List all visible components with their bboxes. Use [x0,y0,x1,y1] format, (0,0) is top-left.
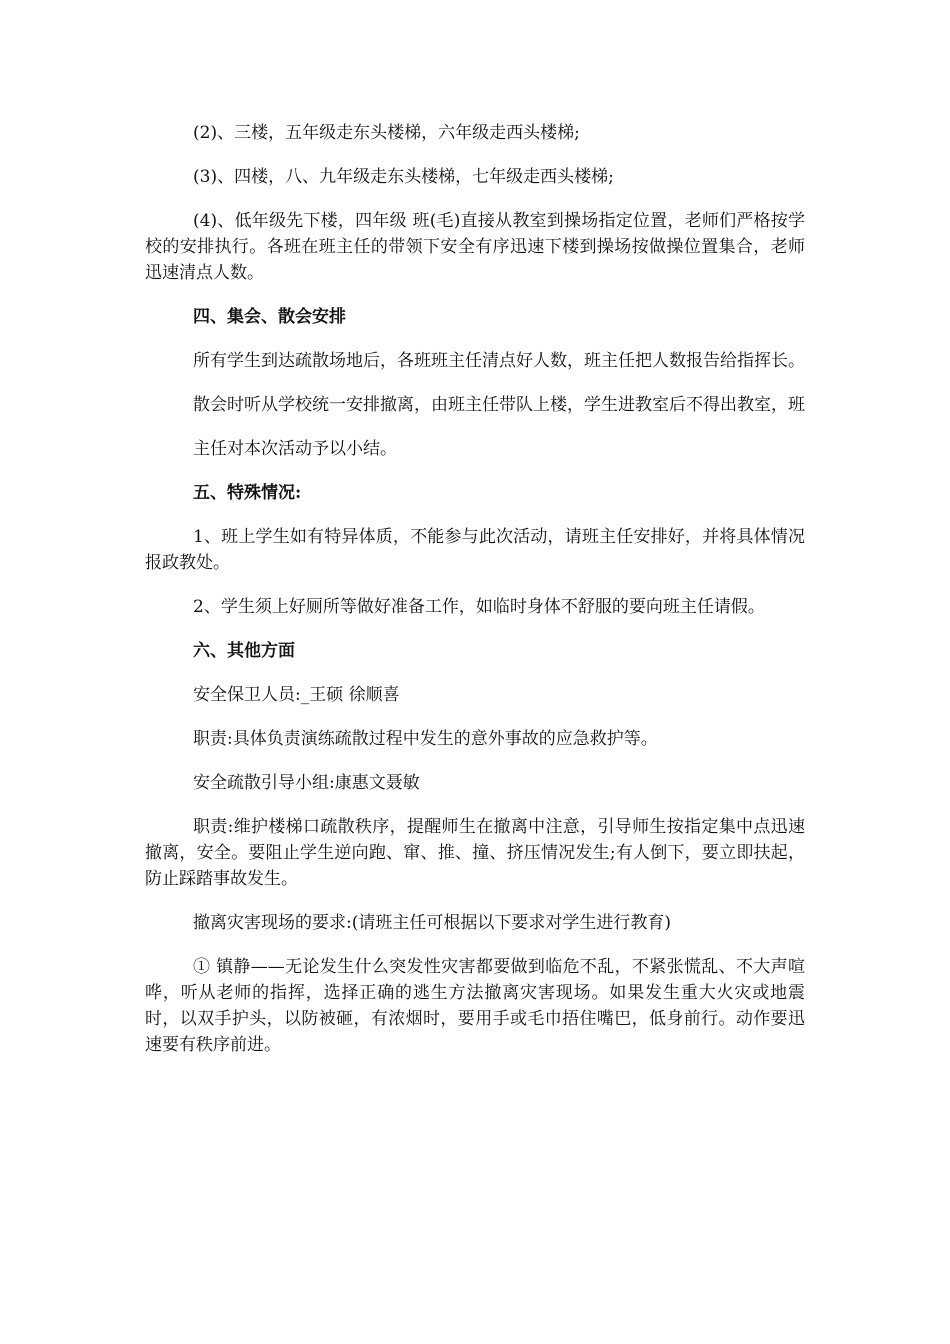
section-heading-other: 六、其他方面 [193,641,295,661]
document-body [145,120,805,1076]
paragraph-lower-grades: (4)、低年级先下楼，四年级 班(毛)直接从教室到操场指定位置，老师们严格按学校的安排执行。各班在班主任的带领下安全有序迅速下楼到操场按做操位置集合，老师迅速清点人数。 [145,211,805,283]
paragraph-evacuation-requirements: 撤离灾害现场的要求:(请班主任可根据以下要求对学生进行教育) [193,913,671,933]
section-heading-special: 五、特殊情况: [193,483,302,503]
paragraph-guide-team: 安全疏散引导小组:康惠文聂敏 [193,773,420,793]
paragraph-special-2: 2、学生须上好厕所等做好准备工作，如临时身体不舒服的要向班主任请假。 [193,597,765,617]
paragraph-guide-duty: 职责:维护楼梯口疏散秩序，提醒师生在撤离中注意，引导师生按指定集中点迅速撤离，安全。要阻止学生逆向跑、窜、推、撞、挤压情况发生;有人倒下，要立即扶起，防止踩踏事故发生。 [145,817,805,889]
paragraph-stairs-4f: (3)、四楼，八、九年级走东头楼梯，七年级走西头楼梯; [193,167,614,187]
paragraph-security-duty: 职责:具体负责演练疏散过程中发生的意外事故的应急救护等。 [193,729,658,749]
section-heading-assembly: 四、集会、散会安排 [193,307,346,327]
paragraph-stairs-3f: (2)、三楼，五年级走东头楼梯，六年级走西头楼梯; [193,123,580,143]
paragraph-calm: ① 镇静——无论发生什么突发性灾害都要做到临危不乱，不紧张慌乱、不大声喧哗，听从老师的指挥，选择正确的逃生方法撤离灾害现场。如果发生重大火灾或地震时，以双手护头，以防被砸，有浓烟时，要用手或毛巾捂住嘴巴，低身前行。动作要迅速要有秩序前进。 [145,957,805,1055]
paragraph-special-1: 1、班上学生如有特异体质，不能参与此次活动，请班主任安排好，并将具体情况报政教处。 [145,527,805,573]
paragraph-dismissal: 散会时听从学校统一安排撤离，由班主任带队上楼，学生进教室后不得出教室，班 [193,395,805,415]
paragraph-summary: 主任对本次活动予以小结。 [193,439,397,459]
paragraph-security-staff: 安全保卫人员:_王硕 徐顺喜 [193,685,400,705]
paragraph-headcount: 所有学生到达疏散场地后，各班班主任清点好人数，班主任把人数报告给指挥长。 [193,351,805,371]
